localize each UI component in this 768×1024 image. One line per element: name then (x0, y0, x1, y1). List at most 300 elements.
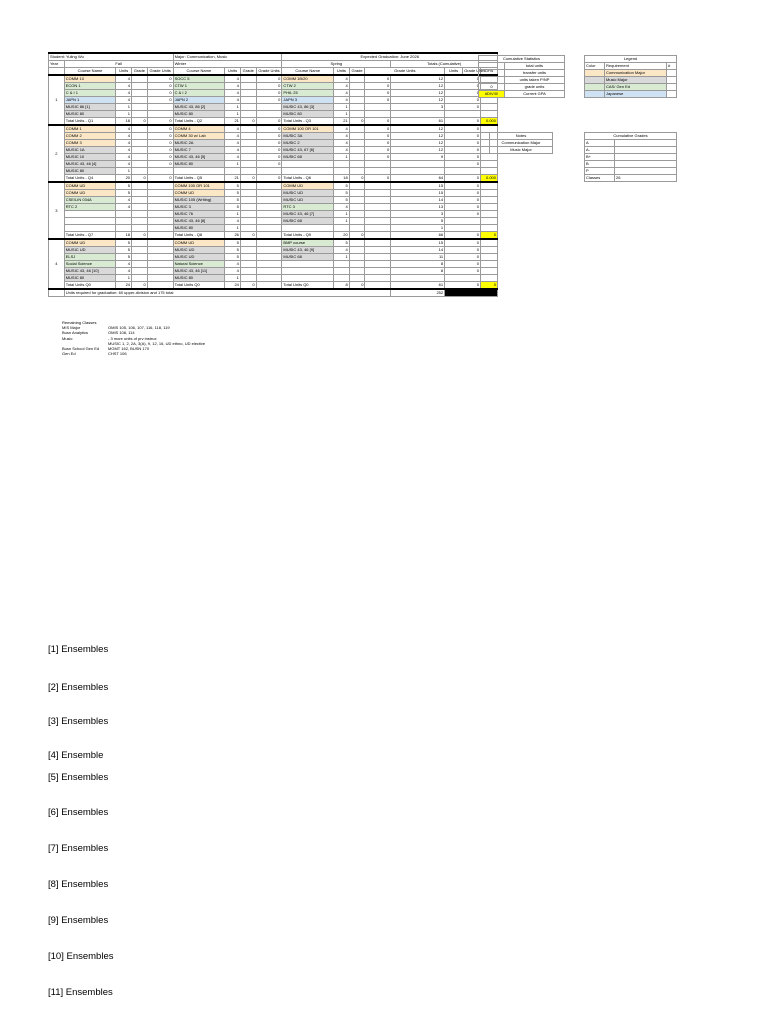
legend-label: Japanese (605, 91, 667, 98)
grade-cell (240, 168, 256, 175)
units-cell: 4 (116, 75, 132, 83)
course-row (49, 254, 498, 261)
grade-cell (349, 182, 365, 190)
course-name: MUSIC UD (282, 197, 334, 204)
course-name: COMM UD (173, 239, 225, 247)
units-cell: 4 (334, 133, 350, 140)
grade-units-cell: 0 (365, 75, 391, 83)
course-name: COMM 10 (64, 75, 116, 83)
remaining-category: Gen Ed (62, 351, 76, 357)
course-row (49, 182, 498, 190)
course-name (64, 218, 116, 225)
grade-units-cell: 0 (256, 175, 282, 183)
grade-cell (240, 154, 256, 161)
footnote-ensembles: [10] Ensembles (48, 951, 114, 962)
legend-row (585, 84, 677, 91)
units-cell: 5 (225, 204, 241, 211)
course-row (49, 232, 498, 240)
units-cell: 1 (334, 111, 350, 118)
grade-units-cell (147, 211, 173, 218)
course-name: COMM 3 (64, 140, 116, 147)
course-name: COMM UD (282, 182, 334, 190)
grade-units-cell (365, 197, 391, 204)
course-name: C & I 1 (64, 90, 116, 97)
legend-count (667, 84, 677, 91)
cumulative-grade-units-cell: 0 (445, 211, 481, 218)
units-cell: 5 (334, 197, 350, 204)
course-row (49, 97, 498, 104)
units-cell: 1 (225, 225, 241, 232)
units-cell: 4 (225, 125, 241, 133)
column-header: Units (445, 68, 463, 76)
legend-row (585, 70, 677, 77)
gpa-cell (481, 211, 498, 218)
units-cell: 4 (334, 90, 350, 97)
legend-swatch (585, 91, 605, 98)
cumulative-grades-panel (584, 132, 677, 182)
cumulative-units-cell: 12 (391, 133, 445, 140)
grade-units-cell: 0 (256, 147, 282, 154)
course-row (49, 111, 498, 118)
grade-row (585, 147, 677, 154)
grade-cell (349, 75, 365, 83)
column-header: Units (334, 68, 350, 76)
course-name: RTC 3 (282, 204, 334, 211)
gpa-cell (481, 104, 498, 111)
gpa-cell (481, 247, 498, 254)
grade-cell (240, 239, 256, 247)
course-row (49, 133, 498, 140)
grade-units-cell: 0 (256, 133, 282, 140)
grade-cell (349, 83, 365, 90)
expected-graduation: Expected Graduation: June 2026 (282, 53, 498, 61)
term-total-label: Total Units - Q8 (173, 232, 225, 240)
cumulative-grade-units-cell: 0 (445, 125, 481, 133)
gpa-cell (481, 190, 498, 197)
units-cell: 1 (225, 161, 241, 168)
units-cell: 4 (116, 161, 132, 168)
grade-cell (132, 140, 148, 147)
cumulative-units-cell (391, 111, 445, 118)
gpa-cell: 0.000 (481, 175, 498, 183)
cumulative-units-cell: 61 (391, 118, 445, 126)
units-cell: 5 (225, 239, 241, 247)
grade-units-cell (147, 104, 173, 111)
units-cell: 4 (116, 140, 132, 147)
course-name: CSE/LIN 034A (64, 197, 116, 204)
grade-cell (132, 204, 148, 211)
notes-title: Notes (490, 133, 553, 140)
units-cell (116, 225, 132, 232)
course-name: MUSIC 80 (64, 275, 116, 282)
column-header-row (49, 68, 498, 76)
course-row (49, 239, 498, 247)
units-cell: 4 (225, 75, 241, 83)
cumulative-units-cell: 5 (391, 218, 445, 225)
course-name: CTW 1 (173, 83, 225, 90)
grade-units-cell (365, 168, 391, 175)
term-totals: Totals (Cumulative) (391, 61, 498, 68)
course-name: MUSIC UD (282, 190, 334, 197)
grade-row (585, 161, 677, 168)
course-name: COMM 4 (173, 125, 225, 133)
column-header: Units (116, 68, 132, 76)
grade-units-cell: 0 (365, 97, 391, 104)
course-name (64, 225, 116, 232)
note-item: Communication Major (490, 140, 553, 147)
cumulative-units-cell: 61 (391, 282, 445, 290)
grade-units-cell (365, 182, 391, 190)
term-total-label: Total Units - Q6 (282, 175, 334, 183)
cumulative-units-cell: 14 (391, 247, 445, 254)
grade-cell (240, 97, 256, 104)
grade-units-cell (365, 190, 391, 197)
course-name: JAPN 1 (64, 97, 116, 104)
grade-cell (132, 239, 148, 247)
course-name: CTW 2 (282, 83, 334, 90)
grade-row (585, 154, 677, 161)
column-header: Grade Units (256, 68, 282, 76)
grade-cell: 0 (349, 118, 365, 126)
column-header: Course Name (282, 68, 334, 76)
grade-cell (132, 211, 148, 218)
cumulative-grade-units-cell: 0 (445, 190, 481, 197)
grade-cell (132, 133, 148, 140)
grade-units-cell (256, 218, 282, 225)
course-row (49, 282, 498, 290)
cumulative-grade-units-cell: 0 (445, 268, 481, 275)
grade-units-cell (147, 282, 173, 290)
units-cell (334, 261, 350, 268)
course-name: Social Science (64, 261, 116, 268)
remaining-row (62, 351, 205, 356)
course-row (49, 211, 498, 218)
grade-cell (132, 90, 148, 97)
grade-units-cell (365, 275, 391, 282)
remaining-courses: CHST 106 (108, 351, 127, 357)
legend-header-count: # (667, 63, 677, 70)
cumulative-units-cell: 66 (391, 232, 445, 240)
units-cell: 5 (334, 182, 350, 190)
course-name: MUSIC 80 (173, 225, 225, 232)
grade-units-cell (147, 218, 173, 225)
gpa-cell (481, 182, 498, 190)
grade-cell: 0 (349, 282, 365, 290)
course-name: SOCC 5 (173, 75, 225, 83)
units-cell: 4 (334, 147, 350, 154)
year-number: 1 (49, 75, 65, 125)
course-name: MUSIC 43, 86 [2] (173, 104, 225, 111)
grade-letter: P (585, 168, 615, 175)
course-name: COMM 1B/20 (282, 75, 334, 83)
classes-value: 26 (615, 175, 677, 182)
course-name: BMP course (282, 239, 334, 247)
course-name: MUSIC 80 (64, 168, 116, 175)
grade-cell (240, 254, 256, 261)
grade-cell (132, 168, 148, 175)
course-name: MUSIC UD (173, 247, 225, 254)
grade-cell: 0 (132, 118, 148, 126)
footnote-ensembles: [11] Ensembles (48, 987, 113, 998)
units-cell: 4 (116, 97, 132, 104)
cumulative-units-cell: 15 (391, 190, 445, 197)
cumulative-units-cell (391, 275, 445, 282)
gpa-cell (481, 204, 498, 211)
cumulative-grade-units-cell: 0 (445, 232, 481, 240)
grade-units-cell: 0 (365, 154, 391, 161)
cumulative-statistics-title: Cumulative Statistics (479, 56, 565, 63)
grade-cell (349, 261, 365, 268)
term-total-label: Total Units Q0 (282, 282, 334, 290)
year-number: 4 (49, 239, 65, 289)
grade-count (615, 161, 677, 168)
units-cell: 21 (225, 118, 241, 126)
grade-units-cell: 0 (147, 147, 173, 154)
course-name: MUSIC 10 (64, 154, 116, 161)
course-name: MUSIC 43, 46 [5] (173, 154, 225, 161)
stat-value (479, 63, 505, 70)
grade-units-cell (256, 275, 282, 282)
course-row (49, 147, 498, 154)
grade-units-cell (256, 211, 282, 218)
cumulative-units-cell: 3 (391, 211, 445, 218)
course-row (49, 261, 498, 268)
legend-header-color: Color (585, 63, 605, 70)
grade-units-cell (147, 197, 173, 204)
course-name: MUSIC 80 (173, 161, 225, 168)
course-name: MUSIC 43, 46 [11] (173, 268, 225, 275)
grade-units-cell: 0 (365, 83, 391, 90)
grade-units-cell (256, 168, 282, 175)
units-cell: 18 (334, 175, 350, 183)
cumulative-grade-units-cell: 0 (445, 154, 481, 161)
course-name: MUSIC 43, 46 [7] (282, 211, 334, 218)
column-header: Grade Units (147, 68, 173, 76)
course-name: MUSIC 2A (173, 140, 225, 147)
course-name: C & I 2 (173, 90, 225, 97)
course-row (49, 168, 498, 175)
grade-units-cell (147, 254, 173, 261)
grade-units-cell (147, 232, 173, 240)
stat-row (479, 63, 565, 70)
stat-value (479, 70, 505, 77)
grade-cell (349, 247, 365, 254)
units-cell: 4 (116, 204, 132, 211)
graduation-requirement-row (49, 289, 498, 297)
grade-units-cell: 0 (147, 83, 173, 90)
column-header: Units (225, 68, 241, 76)
grade-units-cell (256, 232, 282, 240)
units-cell: 4 (334, 125, 350, 133)
cumulative-units-cell: 8 (391, 261, 445, 268)
remaining-category: Music (62, 335, 73, 341)
grade-cell: 0 (349, 175, 365, 183)
units-cell (334, 168, 350, 175)
term-total-label: Total Units - Q9 (282, 232, 334, 240)
units-cell: 4 (225, 90, 241, 97)
remaining-classes-title: Remaining Classes (62, 320, 97, 325)
grade-units-cell: 0 (147, 75, 173, 83)
grade-cell (132, 261, 148, 268)
grade-cell (240, 75, 256, 83)
cumulative-grade-units-cell (445, 90, 481, 97)
units-cell (334, 161, 350, 168)
course-row (49, 83, 498, 90)
remaining-courses: - 3 more units of prv instrux (108, 335, 157, 341)
grade-cell (132, 197, 148, 204)
grade-units-cell: 0 (147, 140, 173, 147)
grade-units-cell (147, 247, 173, 254)
grade-units-cell (365, 254, 391, 261)
stat-row (479, 70, 565, 77)
units-cell: 26 (225, 232, 241, 240)
grade-cell (240, 211, 256, 218)
note-row (490, 140, 553, 147)
units-cell: 5 (225, 190, 241, 197)
cumulative-grade-units-cell: 0 (445, 282, 481, 290)
grade-cell (240, 247, 256, 254)
course-name: ELSJ (64, 254, 116, 261)
grade-units-cell (365, 104, 391, 111)
units-cell: 4 (334, 75, 350, 83)
units-cell: 1 (225, 111, 241, 118)
grade-cell (349, 275, 365, 282)
units-cell: 5 (116, 182, 132, 190)
cumulative-grade-units-cell: 0 (445, 104, 481, 111)
units-cell: 4 (334, 140, 350, 147)
cumulative-grade-units-cell: 0 (445, 182, 481, 190)
grade-cell (132, 182, 148, 190)
remaining-category: Busn School Gen Ed (62, 346, 100, 352)
course-row (49, 175, 498, 183)
grade-cell (349, 239, 365, 247)
grade-cell (349, 218, 365, 225)
cumulative-grade-units-cell: 0 (445, 254, 481, 261)
grade-letter: B+ (585, 154, 615, 161)
cumulative-units-cell: 8 (391, 268, 445, 275)
grade-cell (132, 190, 148, 197)
units-cell: 8 (334, 282, 350, 290)
course-name: COMM 30 w/ Lab (173, 133, 225, 140)
gpa-cell (481, 261, 498, 268)
grade-cell (349, 211, 365, 218)
cumulative-units-cell: 1 (391, 225, 445, 232)
grade-cell (349, 140, 365, 147)
course-name: JAPN 3 (282, 97, 334, 104)
term-winter: Winter (173, 61, 282, 68)
course-row (49, 218, 498, 225)
grade-cell (240, 218, 256, 225)
grade-units-cell: 0 (256, 140, 282, 147)
grade-units-cell: 0 (365, 175, 391, 183)
units-cell (334, 268, 350, 275)
grade-units-cell: 0 (365, 147, 391, 154)
course-name: COMM UD (173, 190, 225, 197)
grade-cell (132, 75, 148, 83)
grade-cell (240, 225, 256, 232)
note-row (490, 147, 553, 154)
cumulative-units-cell: 15 (391, 182, 445, 190)
units-cell: 4 (334, 247, 350, 254)
year-label: Year (49, 61, 65, 68)
remaining-courses: MGMT 162, BUSN 170 (108, 346, 150, 352)
course-name: MUSIC 68 (282, 218, 334, 225)
footnote-ensembles: [5] Ensembles (48, 772, 109, 783)
remaining-courses: OMIS 105, 106, 107, 116, 118, 119 (108, 325, 170, 331)
units-cell: 5 (334, 239, 350, 247)
grade-units-cell (365, 204, 391, 211)
grade-cell (349, 161, 365, 168)
grade-cell (240, 268, 256, 275)
gpa-cell (481, 254, 498, 261)
grade-units-cell: 0 (256, 154, 282, 161)
legend-label: CAS/ Gen Ed (605, 84, 667, 91)
course-name: PHIL 25 (282, 90, 334, 97)
cumulative-units-cell: 14 (391, 197, 445, 204)
classes-label: Classes (585, 175, 615, 182)
grade-count (615, 154, 677, 161)
grade-units-cell (256, 182, 282, 190)
year-number: 3 (49, 182, 65, 239)
units-cell: 1 (225, 104, 241, 111)
term-total-label: Total Units - Q5 (173, 175, 225, 183)
stat-row (479, 91, 565, 98)
cumulative-units-cell: 15 (391, 239, 445, 247)
course-name: COMM 1 (64, 125, 116, 133)
graduation-note: Units required for graduation: 60 upper-division and 175 total (64, 289, 391, 297)
units-cell: 1 (334, 211, 350, 218)
grade-cell (349, 97, 365, 104)
grade-cell (132, 275, 148, 282)
grade-cell (349, 90, 365, 97)
course-row (49, 204, 498, 211)
course-name: MUSIC 80 (173, 275, 225, 282)
course-name: MUSIC 80 (173, 111, 225, 118)
grade-units-cell: 0 (365, 90, 391, 97)
cumulative-statistics-panel (478, 55, 565, 98)
cumulative-units-cell: 12 (391, 83, 445, 90)
grade-units-cell (256, 239, 282, 247)
course-name: MUSIC UD (64, 247, 116, 254)
course-name: ECON 1 (64, 83, 116, 90)
course-row (49, 125, 498, 133)
course-name: COMM 100 OR 101 (282, 125, 334, 133)
notes-panel (489, 132, 553, 154)
planner-sheet (48, 52, 498, 297)
grade-units-cell (256, 204, 282, 211)
grade-units-cell (256, 190, 282, 197)
grade-cell (240, 261, 256, 268)
year-col-blank (49, 68, 65, 76)
cumulative-grade-units-cell: 0 (445, 197, 481, 204)
legend-title: Legend (585, 56, 677, 63)
footnote-ensembles: [8] Ensembles (48, 879, 109, 890)
grade-cell (132, 254, 148, 261)
grade-units-cell (256, 197, 282, 204)
gpa-cell (481, 168, 498, 175)
course-row (49, 118, 498, 126)
grade-units-cell (365, 225, 391, 232)
legend-count (667, 91, 677, 98)
units-cell: 1 (116, 168, 132, 175)
units-cell: 1 (225, 275, 241, 282)
course-name: COMM 100 OR 101 (173, 182, 225, 190)
black-fill-cell (445, 289, 498, 297)
cumulative-grade-units-cell: 0 (445, 133, 481, 140)
cumulative-units-cell: 13 (391, 204, 445, 211)
footnote-ensembles: [7] Ensembles (48, 843, 109, 854)
term-header-row (49, 61, 498, 68)
